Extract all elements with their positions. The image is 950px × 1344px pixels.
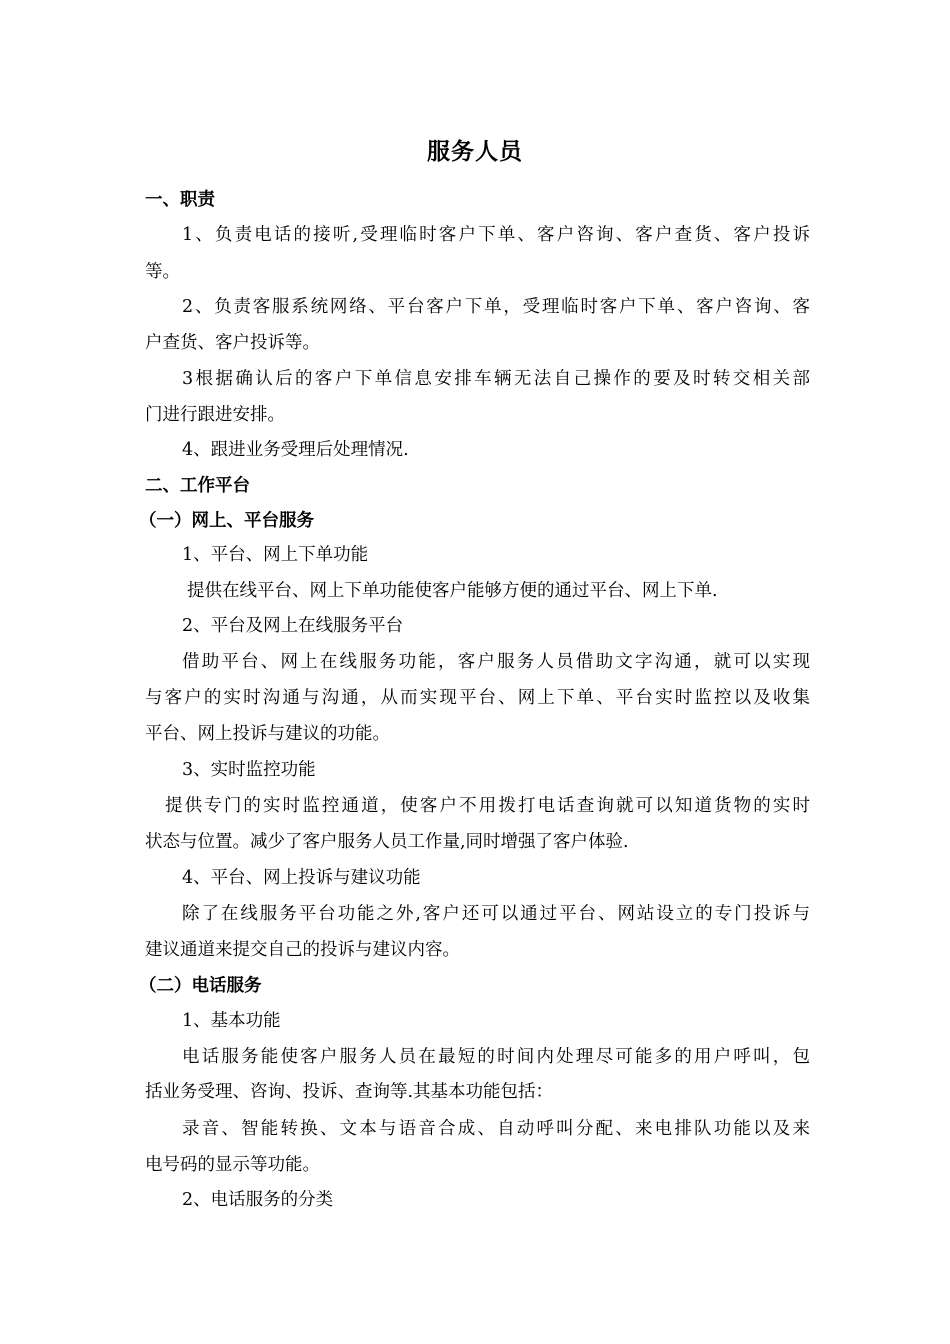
paragraph-line: 3、实时监控功能	[182, 760, 316, 780]
paragraph-line: 状态与位置。减少了客户服务人员工作量,同时增强了客户体验.	[145, 832, 629, 852]
paragraph-line: 4、平台、网上投诉与建议功能	[182, 868, 421, 888]
paragraph-line: 借助平台、网上在线服务功能，客户服务人员借助文字沟通，就可以实现	[182, 652, 810, 672]
paragraph-line: 1、平台、网上下单功能	[182, 545, 369, 565]
section-heading-platform: 二、工作平台	[145, 476, 250, 496]
paragraph-line: 录音、智能转换、文本与语音合成、自动呼叫分配、来电排队功能以及来	[182, 1119, 810, 1139]
paragraph-line: 建议通道来提交自己的投诉与建议内容。	[145, 940, 460, 960]
paragraph-line: 提供在线平台、网上下单功能使客户能够方便的通过平台、网上下单.	[187, 581, 718, 601]
paragraph-line: 提供专门的实时监控通道，使客户不用拨打电话查询就可以知道货物的实时	[165, 796, 810, 816]
paragraph-line: 电号码的显示等功能。	[145, 1155, 320, 1175]
paragraph-line: 与客户的实时沟通与沟通，从而实现平台、网上下单、平台实时监控以及收集	[145, 688, 810, 708]
paragraph-line: 2、平台及网上在线服务平台	[182, 616, 404, 636]
subsection-heading-online: （一）网上、平台服务	[139, 511, 314, 531]
paragraph-line: 2、负责客服系统网络、平台客户下单，受理临时客户下单、客户咨询、客	[182, 297, 810, 317]
paragraph-line: 4、跟进业务受理后处理情况.	[182, 440, 409, 460]
paragraph-line: 1、基本功能	[182, 1011, 281, 1031]
subsection-heading-phone: （二）电话服务	[139, 976, 262, 996]
paragraph-line: 除了在线服务平台功能之外,客户还可以通过平台、网站设立的专门投诉与	[182, 904, 810, 924]
section-heading-duties: 一、职责	[145, 190, 215, 210]
paragraph-line: 平台、网上投诉与建议的功能。	[145, 724, 390, 744]
paragraph-line: 电话服务能使客户服务人员在最短的时间内处理尽可能多的用户呼叫，包	[182, 1047, 810, 1067]
paragraph-line: 括业务受理、咨询、投诉、查询等.其基本功能包括：	[145, 1082, 554, 1102]
paragraph-line: 户查货、客户投诉等。	[145, 333, 320, 353]
paragraph-line: 门进行跟进安排。	[145, 405, 285, 425]
paragraph-line: 2、电话服务的分类	[182, 1190, 334, 1210]
paragraph-line: 等。	[145, 262, 180, 282]
paragraph-line: 3根据确认后的客户下单信息安排车辆无法自己操作的要及时转交相关部	[182, 369, 810, 389]
paragraph-line: 1、负责电话的接听,受理临时客户下单、客户咨询、客户查货、客户投诉	[182, 225, 810, 245]
document-title: 服务人员	[427, 138, 523, 165]
